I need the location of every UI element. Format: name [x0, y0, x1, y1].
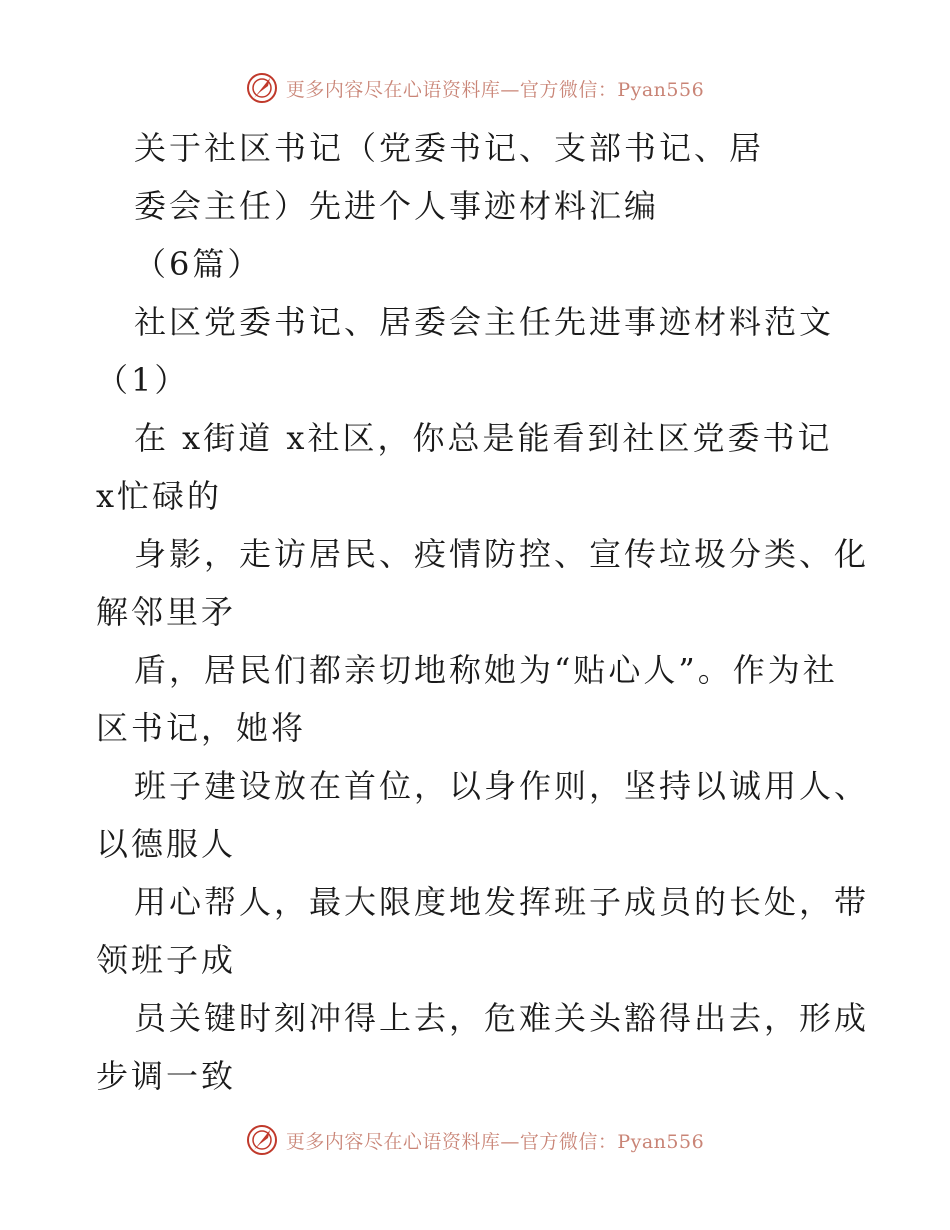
title-line-1: 关于社区书记（党委书记、支部书记、居 — [134, 129, 765, 167]
body-line: 盾，居民们都亲切地称她为“贴心人”。作为社 — [134, 651, 838, 689]
subtitle-line-2: （1） — [96, 361, 190, 399]
body-line: 区书记，她将 — [96, 709, 307, 747]
body-line: 身影，走访居民、疫情防控、宣传垃圾分类、化 — [134, 535, 870, 573]
body-line: 班子建设放在首位，以身作则，坚持以诚用人、 — [134, 767, 870, 805]
body-line: x忙碌的 — [96, 477, 223, 515]
body-line: 解邻里矛 — [96, 593, 237, 631]
body-line: 员关键时刻冲得上去，危难关头豁得出去，形成 — [134, 999, 870, 1037]
body-line: 步调一致 — [96, 1057, 237, 1095]
quill-logo-icon — [246, 72, 278, 104]
body-line: 以德服人 — [96, 825, 237, 863]
body-line: 领班子成 — [96, 941, 237, 979]
title-line-3: （6篇） — [134, 245, 263, 283]
watermark-footer — [0, 1124, 950, 1156]
subtitle-line-1: 社区党委书记、居委会主任先进事迹材料范文 — [134, 303, 835, 341]
quill-logo-icon — [246, 1124, 278, 1156]
watermark-header — [0, 72, 950, 104]
body-line: 在 x街道 x社区，你总是能看到社区党委书记 — [134, 419, 833, 457]
watermark-text: 更多内容尽在心语资料库—官方微信：Pyan556 — [285, 1130, 705, 1153]
watermark-text: 更多内容尽在心语资料库—官方微信：Pyan556 — [285, 78, 705, 101]
title-line-2: 委会主任）先进个人事迹材料汇编 — [134, 187, 660, 225]
body-line: 用心帮人，最大限度地发挥班子成员的长处，带 — [134, 883, 870, 921]
